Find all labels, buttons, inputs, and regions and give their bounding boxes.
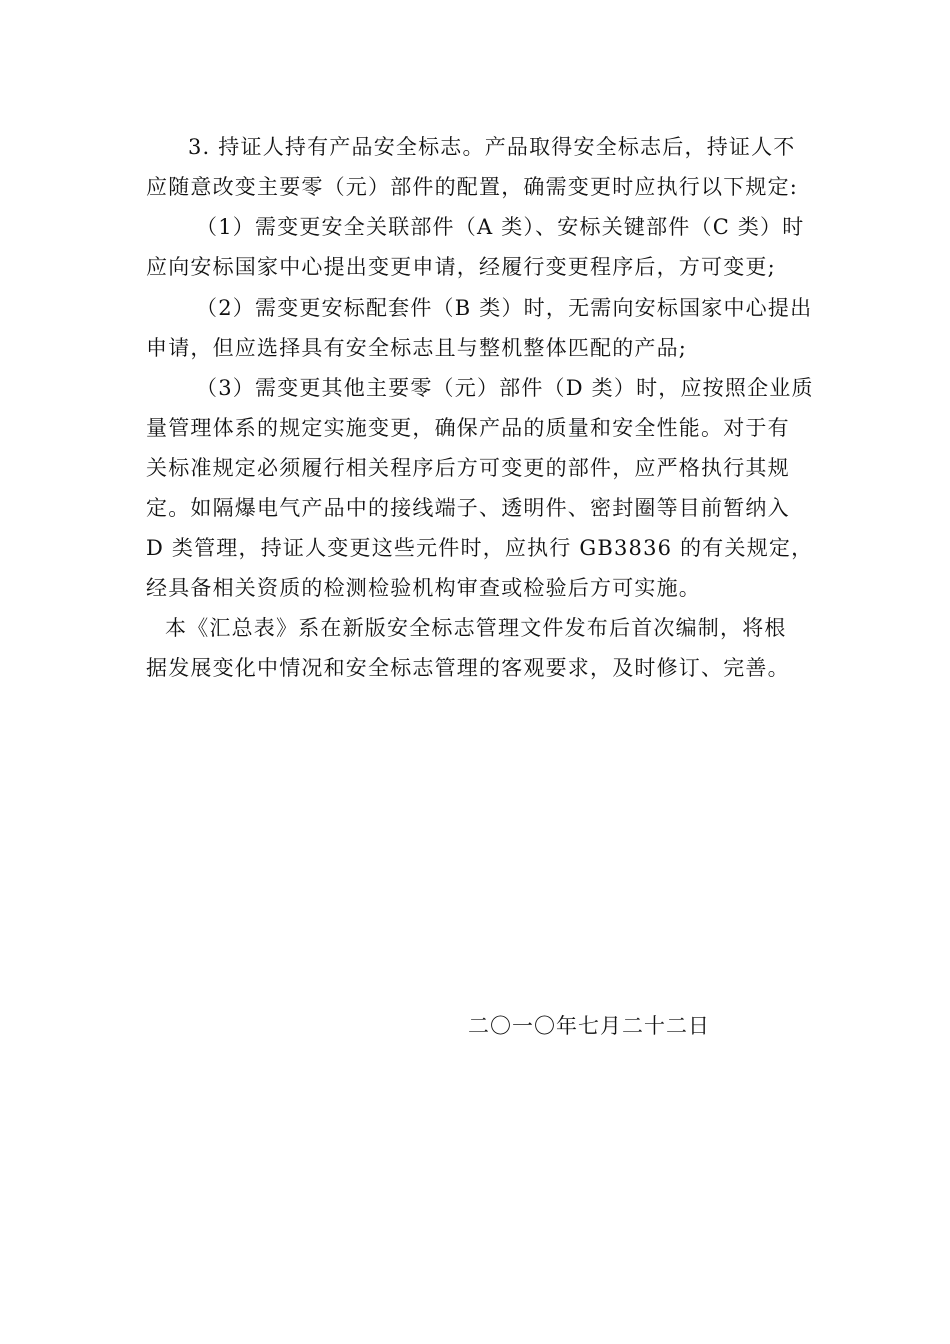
- closing-paragraph-line-2: 据发展变化中情况和安全标志管理的客观要求，及时修订、完善。: [146, 656, 790, 680]
- closing-paragraph-line-1: 本《汇总表》系在新版安全标志管理文件发布后首次编制，将根: [165, 616, 787, 640]
- item-3-line-1: （3）需变更其他主要零（元）部件（D 类）时，应按照企业质: [196, 376, 814, 400]
- item-3-line-5: D 类管理，持证人变更这些元件时，应执行 GB3836 的有关规定，: [146, 536, 814, 560]
- item-1-line-2: 应向安标国家中心提出变更申请，经履行变更程序后，方可变更;: [146, 255, 776, 279]
- item-3-line-2: 量管理体系的规定实施变更，确保产品的质量和安全性能。对于有: [146, 416, 790, 440]
- item-1-line-1: （1）需变更安全关联部件（A 类）、安标关键部件（C 类）时: [196, 215, 805, 239]
- item-2-line-2: 申请，但应选择具有安全标志且与整机整体匹配的产品;: [146, 336, 688, 360]
- item-3-line-3: 关标准规定必须履行相关程序后方可变更的部件，应严格执行其规: [146, 456, 790, 480]
- paragraph-3-line-2: 应随意改变主要零（元）部件的配置，确需变更时应执行以下规定:: [146, 175, 799, 199]
- item-3-line-4: 定。如隔爆电气产品中的接线端子、透明件、密封圈等目前暂纳入: [146, 496, 790, 520]
- paragraph-3-line-1: 3. 持证人持有产品安全标志。产品取得安全标志后，持证人不: [188, 135, 796, 159]
- document-date: 二〇一〇年七月二十二日: [468, 1014, 710, 1038]
- item-2-line-1: （2）需变更安标配套件（B 类）时，无需向安标国家中心提出: [196, 296, 813, 320]
- item-3-line-6: 经具备相关资质的检测检验机构审查或检验后方可实施。: [146, 576, 701, 600]
